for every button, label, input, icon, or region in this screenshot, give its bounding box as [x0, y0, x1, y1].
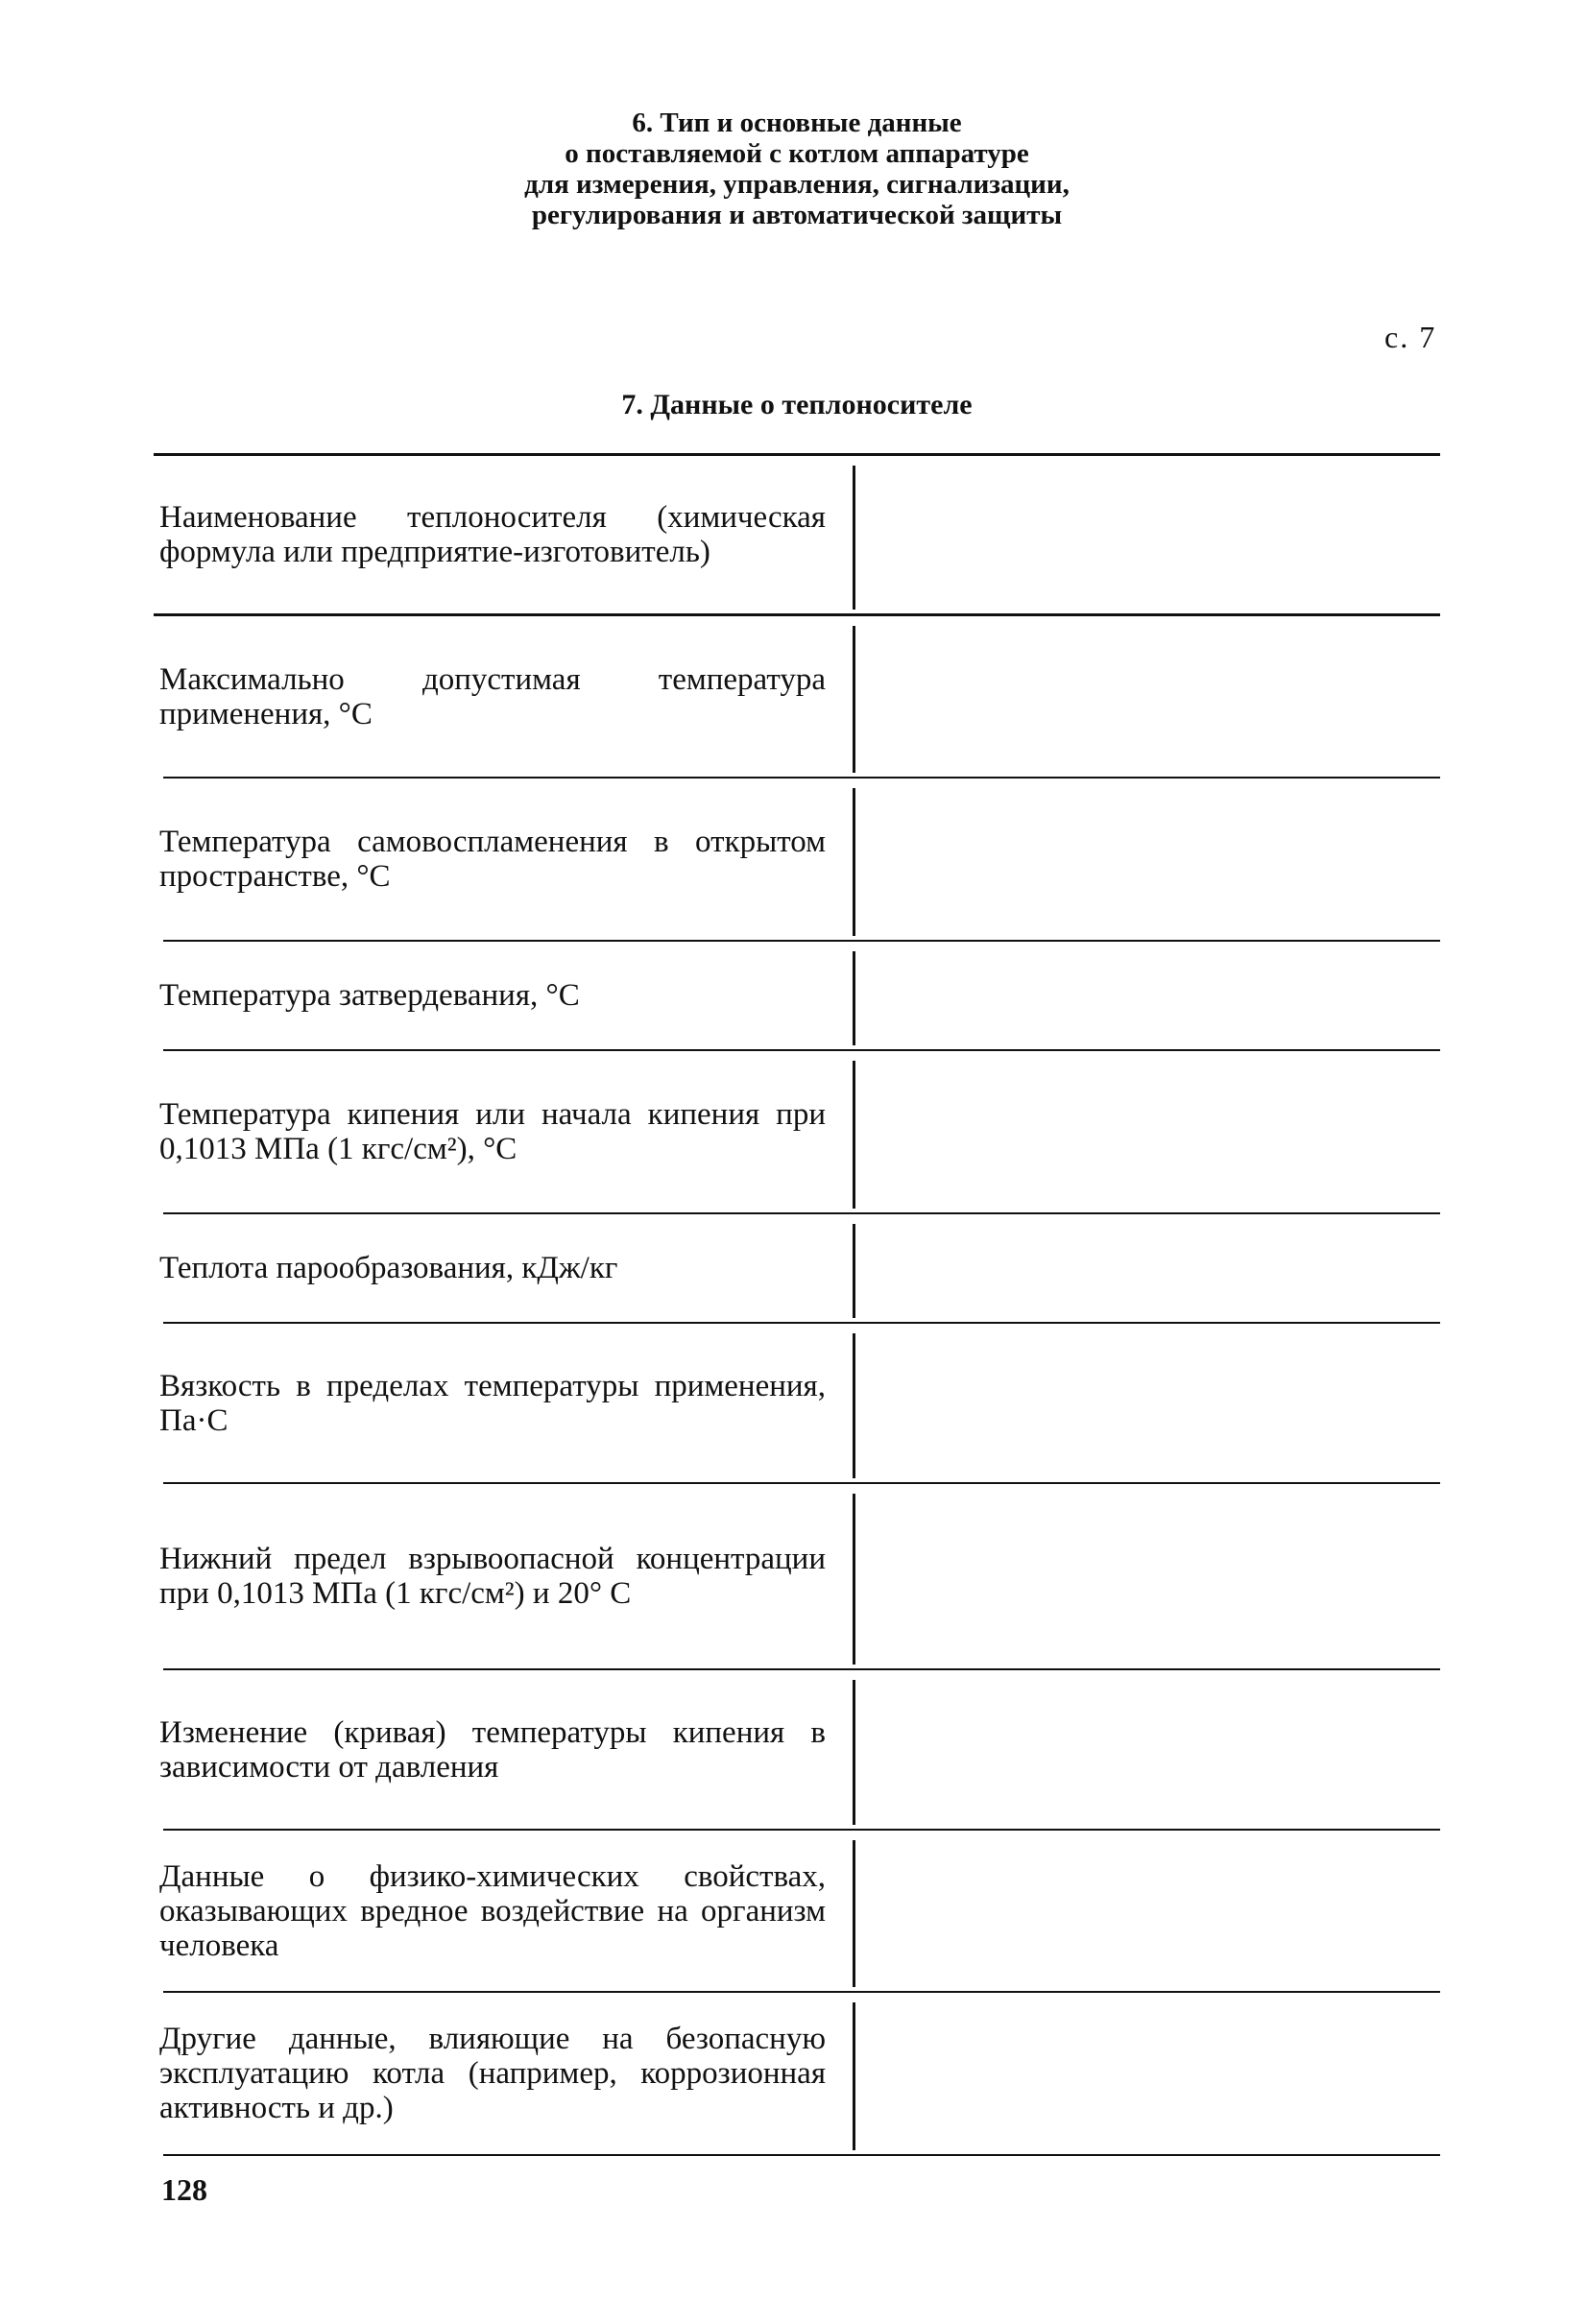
row-label-cell: [154, 616, 826, 777]
section-6-heading-line: регулирования и автоматической защиты: [531, 200, 1063, 230]
row-label-cell: [154, 1484, 826, 1668]
row-label: Температура самовоспламенения в открытом пространстве, °С: [159, 825, 826, 894]
section-7-title: 7. Данные о теплоносителе: [621, 389, 973, 420]
row-value-field[interactable]: [856, 779, 1440, 940]
table-row: [154, 1051, 1440, 1212]
row-label-cell: [154, 1324, 826, 1482]
table-row: [154, 1670, 1440, 1829]
table-row: [154, 1993, 1440, 2154]
section-6-heading-line: для измерения, управления, сигнализации,: [524, 169, 1070, 200]
table-row: [154, 942, 1440, 1049]
row-value-field[interactable]: [856, 1993, 1440, 2154]
row-label-cell: [154, 1831, 826, 1991]
row-value-field[interactable]: [856, 1214, 1440, 1322]
row-label-cell: [154, 942, 826, 1049]
column-divider: [853, 466, 855, 610]
table-row: [154, 1214, 1440, 1322]
row-label: Нижний предел взрывоопасной концентрации при 0,1013 МПа (1 кгс/см²) и 20° С: [159, 1542, 826, 1611]
column-divider: [853, 626, 855, 773]
row-value-field[interactable]: [856, 1670, 1440, 1829]
table-row: [154, 1324, 1440, 1482]
column-divider: [853, 1494, 855, 1665]
section-6-heading-line: о поставляемой с котлом аппаратуре: [565, 138, 1029, 169]
table-row: [154, 779, 1440, 940]
row-label: Наименование теплоносителя (химическая формула или предприятие-изготовитель): [159, 500, 826, 569]
row-label: Вязкость в пределах температуры применения, Па·С: [159, 1368, 826, 1438]
table-row: [154, 616, 1440, 777]
row-value-field[interactable]: [856, 456, 1440, 613]
column-divider: [853, 1224, 855, 1318]
row-value-field[interactable]: [856, 1484, 1440, 1668]
row-label-cell: [154, 1670, 826, 1829]
column-divider: [853, 1680, 855, 1825]
section-6-heading-line: 6. Тип и основные данные: [632, 108, 962, 138]
column-divider: [853, 1061, 855, 1209]
row-value-field[interactable]: [856, 1051, 1440, 1212]
row-label-cell: [154, 1993, 826, 2154]
row-label: Данные о физико-химических свойствах, оказывающих вредное воздействие на организм человека: [159, 1858, 826, 1963]
section-6-heading: [365, 108, 1229, 230]
row-label: Максимально допустимая температура применения, °С: [159, 661, 826, 731]
row-label: Изменение (кривая) температуры кипения в зависимости от давления: [159, 1714, 826, 1785]
column-divider: [853, 788, 855, 936]
table-row: [154, 456, 1440, 613]
row-label: Теплота парообразования, кДж/кг: [159, 1251, 618, 1285]
page-number: 128: [161, 2172, 207, 2207]
row-label-cell: [154, 1214, 826, 1322]
column-divider: [853, 951, 855, 1045]
coolant-data-table: [154, 453, 1440, 2156]
row-value-field[interactable]: [856, 1324, 1440, 1482]
table-row: [154, 1831, 1440, 1991]
row-label: Температура кипения или начала кипения при 0,1013 МПа (1 кгс/см²), °С: [159, 1097, 826, 1166]
row-label: Другие данные, влияющие на безопасную эксплуатацию котла (например, коррозионная активность и др.): [159, 2022, 826, 2125]
row-label: Температура затвердевания, °С: [159, 978, 580, 1013]
row-value-field[interactable]: [856, 616, 1440, 777]
row-label-cell: [154, 1051, 826, 1212]
table-row: [154, 1484, 1440, 1668]
column-divider: [853, 1333, 855, 1478]
row-value-field[interactable]: [856, 942, 1440, 1049]
page-reference: с. 7: [1384, 320, 1437, 354]
table-bottom-rule: [163, 2154, 1440, 2156]
row-label-cell: [154, 779, 826, 940]
row-label-cell: [154, 456, 826, 613]
column-divider: [853, 1840, 855, 1987]
row-value-field[interactable]: [856, 1831, 1440, 1991]
column-divider: [853, 2002, 855, 2150]
